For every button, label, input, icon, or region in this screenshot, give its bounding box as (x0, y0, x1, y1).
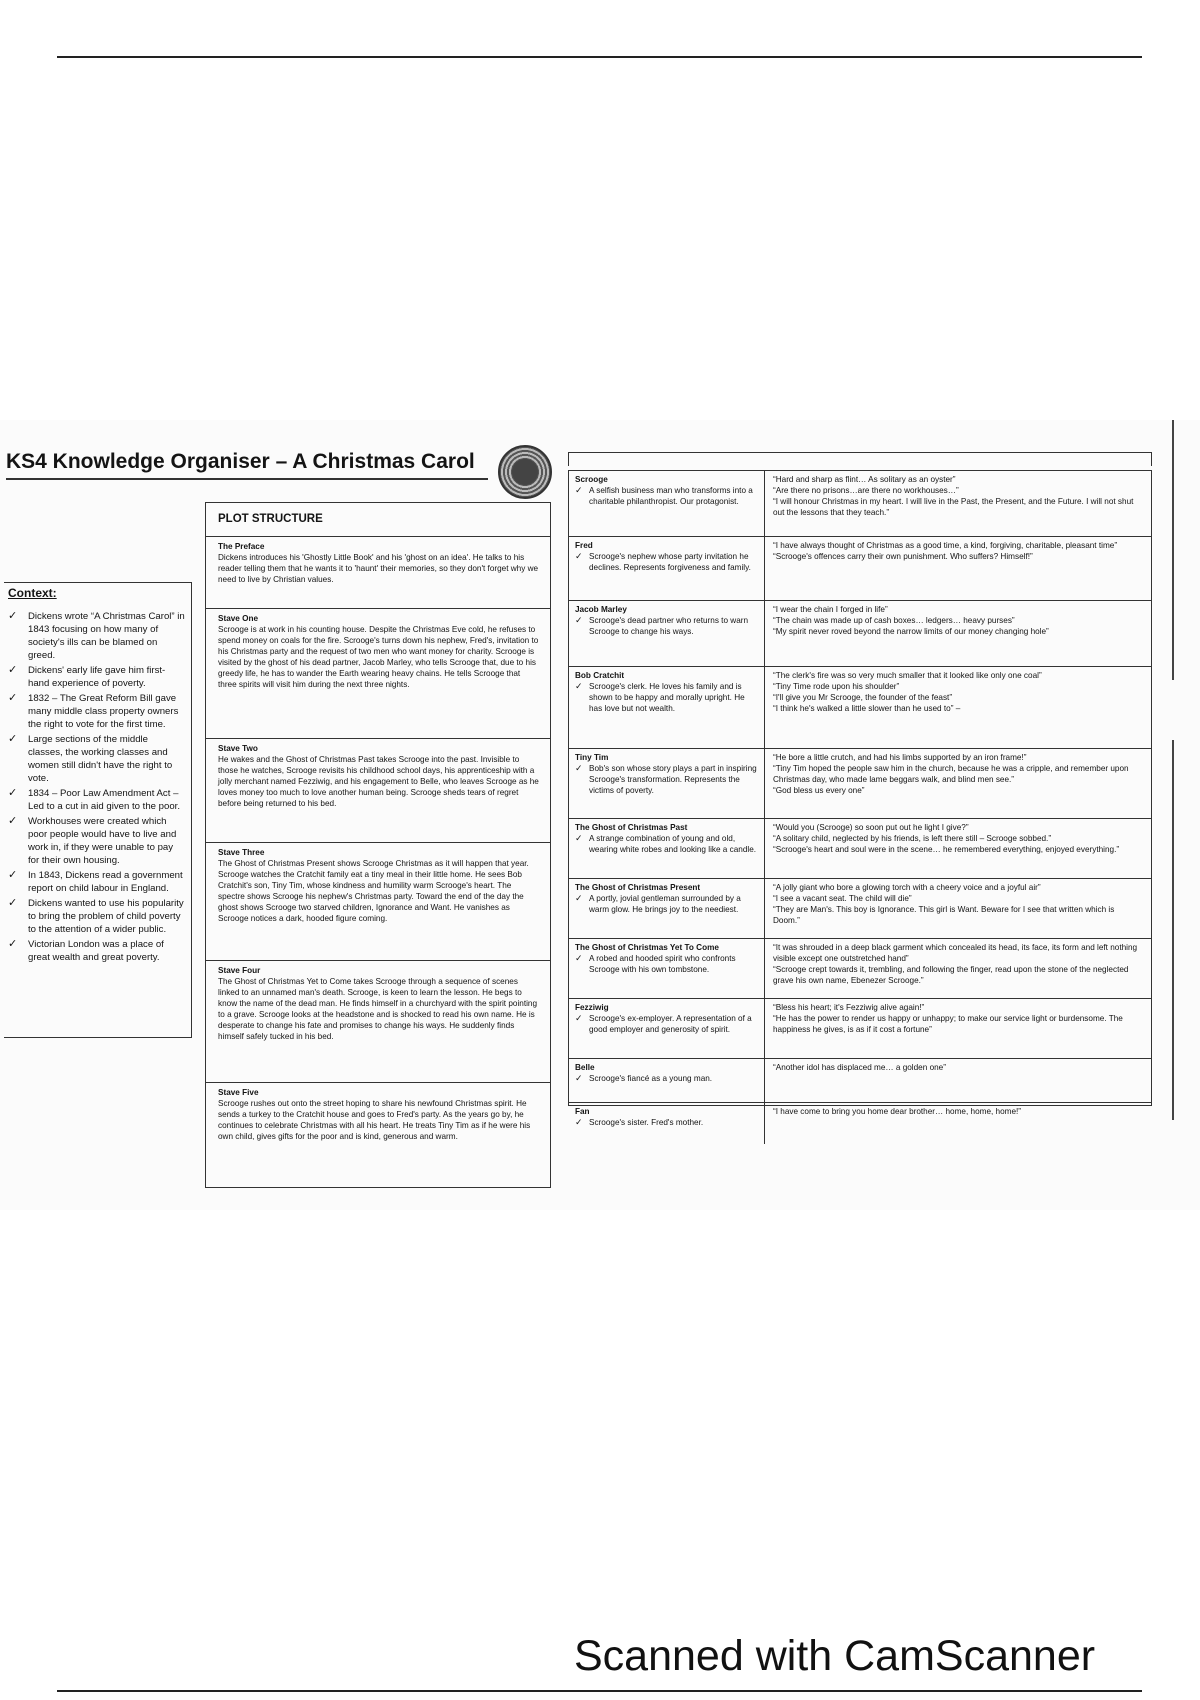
check-icon (575, 1117, 589, 1128)
plot-section-stave-three: Stave Three The Ghost of Christmas Present shows Scrooge Christmas as it will happen that year. Scrooge watches the Cratchit family eat a tiny meal in their little home. He sees Bob Cratchit's son, Tiny Tim, whose kindness and humility warm Scrooge's heart. The spectre shows Scrooge his nephew's Christmas party. Toward the end of the day the ghost shows Scrooge two starved children, Ignorance and Want. He vanishes as Scrooge notices a dark, hooded figure coming. (206, 843, 550, 961)
character-row-ghost-present: The Ghost of Christmas Present ✓ A portly, jovial gentleman surrounded by a warm glow. He brings joy to the neediest. “A jolly giant who bore a glowing torch with a cheery voice and a joyful air” “I see a vacant seat. The child will die” “They are Man's. This boy is Ignorance. This girl is Want. Beware for I see that written which is Doom.” (569, 879, 1151, 939)
check-icon (575, 551, 589, 573)
context-item: ✓ In 1843, Dickens read a government report on child labour in England. (8, 869, 185, 895)
character-row-bob-cratchit: Bob Cratchit ✓ Scrooge's clerk. He loves his family and is shown to be happy and morally upright. He has love but not wealth. “The clerk's fire was so very much smaller that it looked like only one coal” “Tiny Time rode upon his shoulder” “I'll give you Mr Scrooge, the founder of the feast” “I think he's walked a little slower than he used to” – (569, 667, 1151, 749)
context-item: ✓ 1834 – Poor Law Amendment Act – Led to a cut in aid given to the poor. (8, 787, 185, 813)
character-row-scrooge: Scrooge ✓ A selfish business man who transforms into a charitable philanthropist. Our protagonist. “Hard and sharp as flint… As solitary as an oyster” “Are there no prisons…are there no workhouses…” “I will honour Christmas in my heart. I will live in the Past, the Present, and the Future. I will not shut out the lessons that they teach.” (569, 471, 1151, 537)
plot-structure-box (205, 502, 551, 1188)
check-icon (575, 893, 589, 915)
top-rule (57, 56, 1142, 58)
character-row-jacob-marley: Jacob Marley ✓ Scrooge's dead partner who returns to warn Scrooge to change his ways. “I wear the chain I forged in life” “The chain was made up of cash boxes… ledgers… heavy purses” “My spirit never roved beyond the narrow limits of our money changing hole” (569, 601, 1151, 667)
context-item: ✓ 1832 – The Great Reform Bill gave many middle class property owners the right to vote for the first time. (8, 692, 185, 731)
context-item: ✓ Large sections of the middle classes, the working classes and women still didn't have the right to vote. (8, 733, 185, 785)
check-icon (575, 1073, 589, 1084)
context-heading: Context: (8, 586, 57, 600)
check-icon (8, 610, 28, 662)
check-icon (8, 787, 28, 813)
check-icon (8, 733, 28, 785)
page-title: KS4 Knowledge Organiser – A Christmas Carol (6, 450, 475, 473)
title-underline (6, 478, 488, 480)
characters-table (568, 470, 1152, 1127)
characters-table-top (568, 452, 1152, 466)
check-icon (575, 485, 589, 507)
character-row-fezziwig: Fezziwig ✓ Scrooge's ex-employer. A representation of a good employer and generosity of spirit. “Bless his heart; it's Fezziwig alive again!” “He has the power to render us happy or unhappy; to make our service light or burdensome. The happiness he gives, is as if it cost a fortune” (569, 999, 1151, 1059)
check-icon (8, 938, 28, 964)
plot-section-stave-four: Stave Four The Ghost of Christmas Yet to Come takes Scrooge through a sequence of scenes linked to an unnamed man's death. Scrooge, is keen to learn the lesson. He begs to know the name of the dead man. He finds himself in a churchyard with the spirit pointing to a grave. Scrooge looks at the headstone and is shocked to read his own name. He is desperate to change his fate and promises to change his ways. He suddenly finds himself safely tucked in his bed. (206, 961, 550, 1083)
knowledge-organiser-sheet (0, 420, 1200, 1210)
context-item: ✓ Dickens wrote “A Christmas Carol” in 1843 focusing on how many of society's ills can be blamed on greed. (8, 610, 185, 662)
check-icon (575, 615, 589, 637)
page-edge-mark (1172, 740, 1174, 1120)
context-item: ✓ Dickens wanted to use his popularity to bring the problem of child poverty to the attention of a wider public. (8, 897, 185, 936)
context-list (4, 610, 191, 964)
context-box (4, 582, 192, 1038)
context-item: ✓ Workhouses were created which poor people would have to live and work in, if they were unable to pay for their own housing. (8, 815, 185, 867)
check-icon (575, 953, 589, 975)
plot-section-stave-five: Stave Five Scrooge rushes out onto the street hoping to share his newfound Christmas spirit. He sends a turkey to the Cratchit house and goes to Fred's party. As the years go by, he continues to celebrate Christmas with all his heart. He treats Tiny Tim as if he were his own child, gives gifts for the poor and is kind, generous and warm. (218, 1088, 531, 1141)
character-row-ghost-yet-to-come: The Ghost of Christmas Yet To Come ✓ A robed and hooded spirit who confronts Scrooge with his own tombstone. “It was shrouded in a deep black garment which concealed its head, its face, its form and left nothing visible except one outstretched hand” “Scrooge crept towards it, trembling, and following the finger, read upon the stone of the neglected grave his own name, Ebenezer Scrooge.” (569, 939, 1151, 999)
check-icon (8, 897, 28, 936)
plot-section-stave-one: Stave One Scrooge is at work in his counting house. Despite the Christmas Eve cold, he refuses to spend money on coals for the fire. Scrooge's turns down his nephew, Fred's, invitation to his Christmas party and the request of two men who want money for charity. Scrooge is visited by the ghost of his dead partner, Jacob Marley, who tells Scrooge that, due to his greedy life, he has to wander the Earth wearing heavy chains. He tells Scrooge that three spirits will visit him during the next three nights. (206, 609, 550, 739)
character-row-ghost-past: The Ghost of Christmas Past ✓ A strange combination of young and old, wearing white robes and looking like a candle. “Would you (Scrooge) so soon put out he light I give?” “A solitary child, neglected by his friends, is left there still – Scrooge sobbed.” “Scrooge's heart and soul were in the scene… he remembered everything, enjoyed everything.” (569, 819, 1151, 879)
scanner-watermark: Scanned with CamScanner (574, 1632, 1096, 1680)
check-icon (575, 681, 589, 714)
plot-section-preface: The Preface Dickens introduces his 'Ghostly Little Book' and his 'ghost on an idea'. He talks to his reader telling them that he wants it to 'haunt' their memories, so they don't forget why we need to live by Christian values. (206, 537, 550, 609)
context-item: ✓ Dickens' early life gave him first-hand experience of poverty. (8, 664, 185, 690)
check-icon (575, 763, 589, 796)
check-icon (8, 664, 28, 690)
plot-section-stave-two: Stave Two He wakes and the Ghost of Christmas Past takes Scrooge into the past. Invisible to those he watches, Scrooge revisits his childhood school days, his apprenticeship with a jolly merchant named Fezziwig, and his engagement to Belle, who leaves Scrooge as he loves money too much to love another human being. Scrooge sheds tears of regret before being returned to his bed. (206, 739, 550, 843)
plot-heading: PLOT STRUCTURE (206, 503, 550, 537)
page-edge-mark (1172, 420, 1174, 680)
check-icon (8, 692, 28, 731)
character-row-fan: Fan ✓ Scrooge's sister. Fred's mother. “I have come to bring you home dear brother… home, home, home!” (569, 1103, 1151, 1144)
bottom-rule (57, 1690, 1142, 1692)
check-icon (575, 1013, 589, 1035)
context-item: ✓ Victorian London was a place of great wealth and great poverty. (8, 938, 185, 964)
school-crest-icon (498, 445, 552, 499)
check-icon (575, 833, 589, 855)
check-icon (8, 869, 28, 895)
character-row-tiny-tim: Tiny Tim ✓ Bob's son whose story plays a part in inspiring Scrooge's transformation. Represents the victims of poverty. “He bore a little crutch, and had his limbs supported by an iron frame!” “Tiny Tim hoped the people saw him in the church, because he was a cripple, and remember upon Christmas day, who made lame beggars walk, and blind men see.” “God bless us every one” (569, 749, 1151, 819)
check-icon (8, 815, 28, 867)
character-row-fred: Fred ✓ Scrooge's nephew whose party invitation he declines. Represents forgiveness and family. “I have always thought of Christmas as a good time, a kind, forgiving, charitable, pleasant time” “Scrooge's offences carry their own punishment. Who suffers? Himself!” (569, 537, 1151, 601)
character-row-belle: Belle ✓ Scrooge's fiancé as a young man. “Another idol has displaced me… a golden one” (569, 1059, 1151, 1103)
